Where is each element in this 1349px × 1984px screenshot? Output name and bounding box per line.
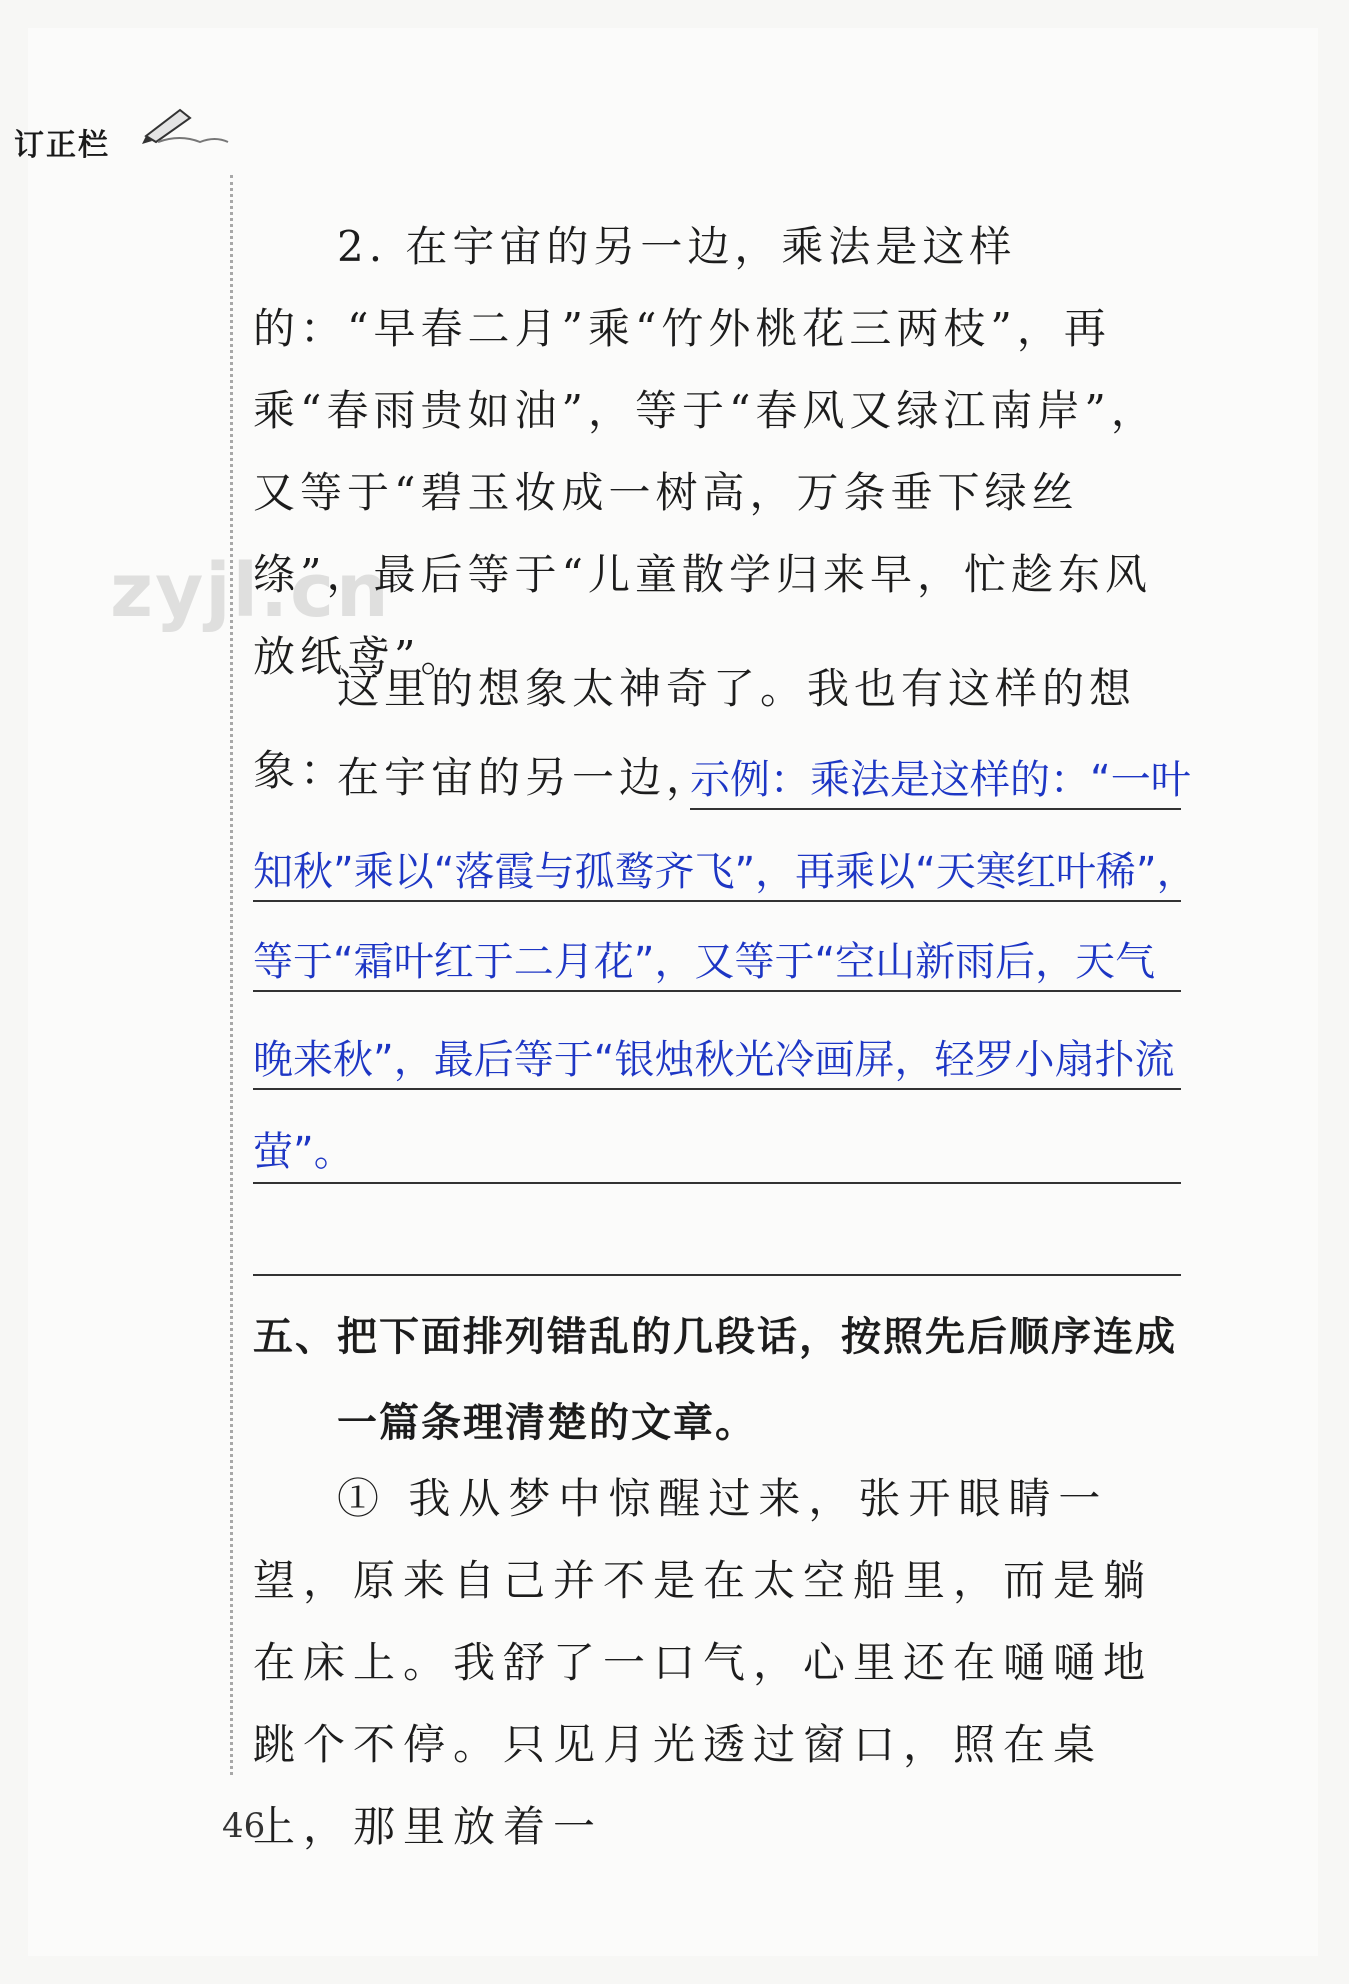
answer-rule (253, 1182, 1181, 1184)
answer-line: 示例：乘法是这样的：“一叶 (690, 757, 1191, 803)
correction-column-label: 订正栏 (14, 128, 110, 163)
answer-lead: 在宇宙的另一边， (337, 753, 714, 802)
question-2-paragraph: 2. 在宇宙的另一边，乘法是这样的：“早春二月”乘“竹外桃花三两枝”，再乘“春雨贵如油”，等于“春风又绿江南岸”，又等于“碧玉妆成一树高，万条垂下绿丝绦”，最后等于“儿童散学归来早，忙趁东风放纸鸢”。 (253, 222, 1158, 681)
page-number: 46 (222, 1806, 266, 1846)
answer-rule (253, 1274, 1181, 1276)
pencil-icon (140, 104, 230, 144)
watermark: zyjl.cn (110, 548, 391, 634)
answer-rule (253, 900, 1181, 902)
answer-rule (690, 808, 1181, 810)
answer-rule (253, 990, 1181, 992)
paragraph-one: ① 我从梦中惊醒过来，张开眼睛一望，原来自己并不是在太空船里，而是躺在床上。我舒了一口气，心里还在嗵嗵地跳个不停。只见月光透过窗口，照在桌上，那里放着一 (253, 1474, 1154, 1851)
section-five-title: 五、把下面排列错乱的几段话，按照先后顺序连成一篇条理清楚的文章。 (253, 1314, 1177, 1446)
margin-dotted-line (230, 175, 233, 1775)
prompt-text: 这里的想象太神奇了。我也有这样的想象： (253, 664, 1137, 795)
answer-line: 晚来秋”，最后等于“银烛秋光冷画屏，轻罗小扇扑流 (253, 1037, 1175, 1083)
answer-line: 知秋”乘以“落霞与孤鹜齐飞”，再乘以“天寒红叶稀”， (253, 849, 1197, 895)
answer-rule (253, 1088, 1181, 1090)
answer-line: 等于“霜叶红于二月花”，又等于“空山新雨后，天气 (253, 939, 1156, 985)
answer-line: 萤”。 (253, 1129, 354, 1175)
